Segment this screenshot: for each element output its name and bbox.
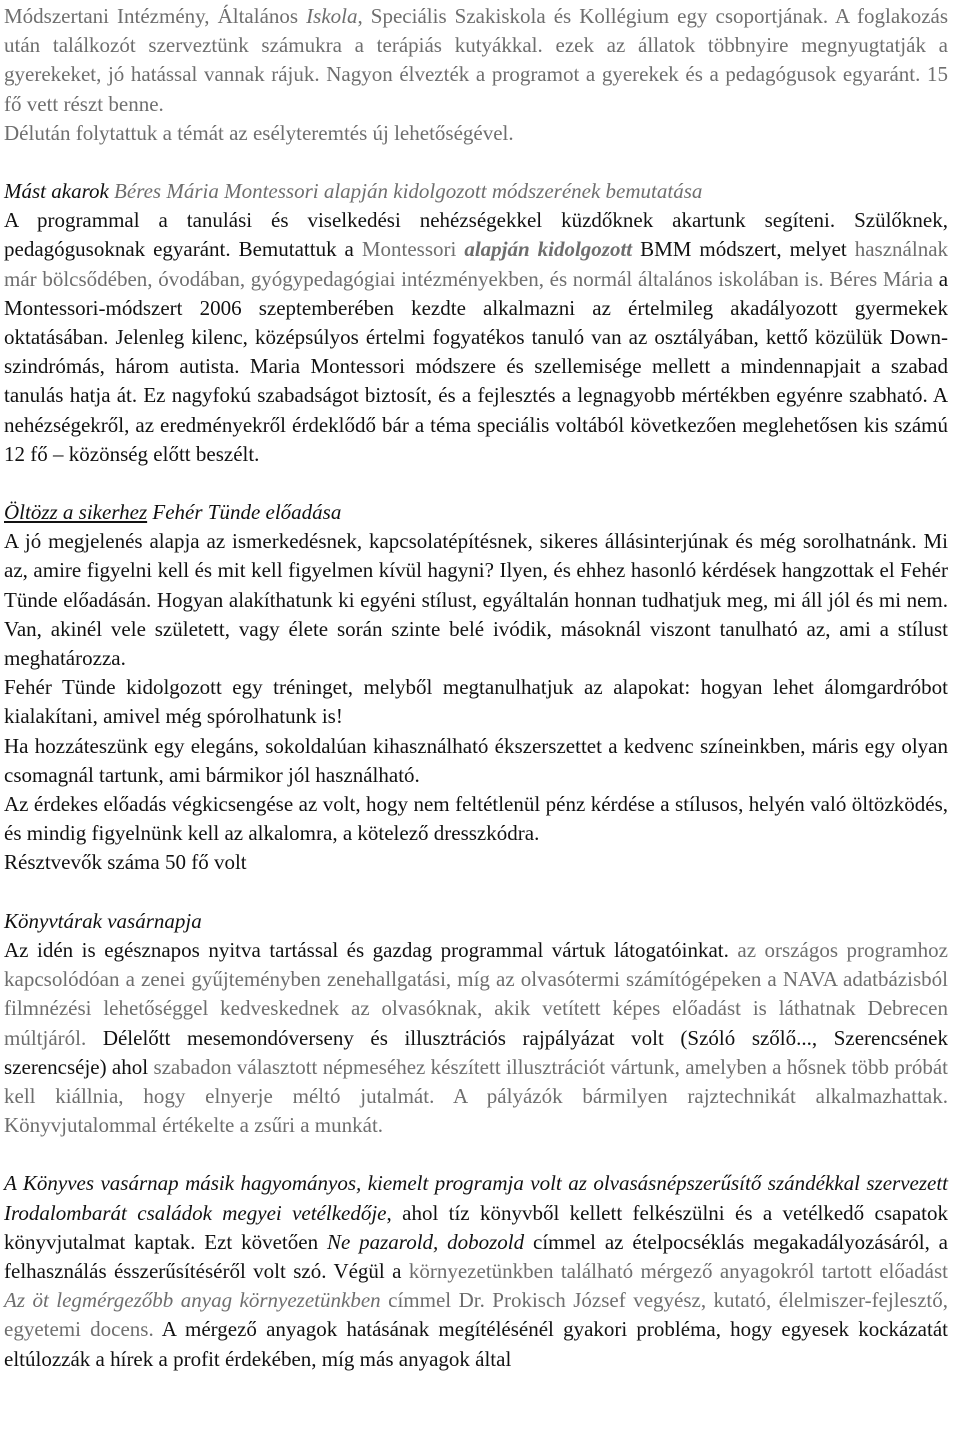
- text-run: Öltözz a sikerhez: [4, 500, 148, 525]
- text-run: Mást akarok: [4, 179, 115, 204]
- paragraph-spacer: [4, 148, 948, 177]
- paragraph-spacer: [4, 1140, 948, 1169]
- text-run: környezetünkben található mérgező anyagokról tartott előadást: [408, 1258, 949, 1283]
- text-run: Ha hozzáteszünk egy elegáns, sokoldalúan kihasználható ékszerszettet a kedvenc színeinkben, máris egy olyan csomagnál tartunk, ami bármikor jól használható.: [4, 733, 948, 787]
- text-run: , Speciális Szakiskola és Kollégium egy csoportjának. A foglakozás után találkozót szerveztünk számukra a terápiás kutyákkal. ezek az állatok többnyire megnyugtatják a gyerekeket, jó hatással vannak rájuk. Nagyon élvezték a programot a gyerekek és a pedagógusok egyaránt. 15 fő vett részt benne.: [4, 4, 949, 116]
- text-run: Ne pazarold, dobozold: [326, 1229, 525, 1254]
- text-run: A jó megjelenés alapja az ismerkedésnek, kapcsolatépítésnek, sikeres állásinterjúnak és még sorolhatnánk. Mi az, amire figyelni kell és mit kell figyelmen kívül hagyni? Ilyen, és ehhez hasonló kérdések hangzottak el Fehér Tünde előadásán. Hogyan alakíthatunk ki egyéni stílust, egyáltalán honnan tudhatjuk meg, mi áll jól és mi nem. Van, akinél vele született, vagy élete során szinte belé ivódik, másoknál viszont tanulható az, ami a stílust meghatározza.: [4, 529, 948, 671]
- paragraph-b11: [4, 907, 948, 936]
- text-run: Montessori: [361, 237, 465, 262]
- text-run: A Könyves vasárnap másik hagyományos, kiemelt programja volt az olvasásnépszerűsítő szándékkal szervezett Irodalombarát családok megyei vetélkedője: [4, 1171, 948, 1225]
- text-run: Az öt legmérgezőbb anyag környezetünkben: [4, 1288, 381, 1313]
- paragraph-b10: [4, 848, 948, 877]
- text-run: Könyvtárak vasárnapja: [4, 908, 202, 933]
- text-run: címmel Dr. Prokisch József vegyész, kutató, élelmiszer-fejlesztő, egyetemi docens.: [4, 1288, 948, 1342]
- text-run: Fehér Tünde kidolgozott egy tréninget, melyből megtanulhatjuk az alapokat: hogyan lehet álomgardróbot kialakítani, amivel még spórolhatunk is!: [4, 675, 948, 729]
- text-run: Bemutattuk a: [238, 237, 362, 262]
- text-run: BMM módszert, melyet: [632, 237, 855, 262]
- text-run: Fehér Tünde előadása: [147, 500, 342, 525]
- text-run: szabadon választott népmeséhez készített illusztrációt vártunk, amelyben a hősnek több próbát kell kiállnia, hogy elnyerje méltó jutalmát. A pályázók bármilyen rajztechnikát alkalmazhattak. Könyvjutalommal értékelte a zsűri a munkát.: [4, 1054, 949, 1138]
- text-run: a Montessori-módszert 2006 szeptemberében kezdte alkalmazni az értelmileg akadályozott gyermekek oktatásában. Jelenleg kilenc, középsúlyos értelmi fogyatékos tanuló van az osztályában, kettő közülük Down-szindrómás, három autista. Maria Montessori módszere és szellemisége mellett a mindennapjait a szabad tanulás hatja át. Ez nagyfokú szabadságot biztosít, és a fejlesztés a legnagyobb mértékben egyénre szabható. A nehézségekről, az eredményekről érdeklődő bár a téma speciális voltából következően meglehetősen kis számú 12 fő – közönség előtt beszélt.: [4, 266, 949, 466]
- text-run: Módszertani Intézmény, Általános: [4, 4, 307, 28]
- paragraph-spacer: [4, 469, 948, 498]
- paragraph-b4: [4, 206, 948, 469]
- text-run: címmel az ételpocséklás megakadályozásáról, a felhasználás ésszerűsítéséről volt szó. Végül a: [4, 1229, 948, 1283]
- text-run: az országos programhoz kapcsolódóan a zenei gyűjteményben zenehallgatási, míg az olvasótermi számítógépeken a NAVA adatbázisból filmnézési lehetőséggel kedveskednek az olvasóknak, akik vetített képes előadást is láthatnak Debrecen múltjáról.: [4, 937, 948, 1050]
- paragraph-spacer: [4, 878, 948, 907]
- paragraph-b5: [4, 498, 948, 527]
- paragraph-b9: [4, 790, 948, 848]
- text-run: Béres Mária: [829, 266, 934, 291]
- paragraph-b13: [4, 1169, 948, 1373]
- text-run: alapján kidolgozott: [464, 237, 633, 262]
- text-run: Iskola: [306, 4, 358, 28]
- paragraph-b3: [4, 177, 948, 206]
- paragraph-b2: [4, 119, 948, 148]
- paragraph-b12: [4, 936, 948, 1140]
- text-run: Délelőtt mesemondóverseny és illusztrációs rajpályázat volt (Szóló szőlő..., Szerencsének szerencséje) ahol: [4, 1025, 948, 1079]
- text-run: használnak már bölcsődében, óvodában, gyógypedagógiai intézményekben, és normál általános iskolában is.: [4, 237, 949, 291]
- text-run: Résztvevők száma 50 fő volt: [4, 850, 247, 875]
- text-run: Délután folytattuk a témát az esélyteremtés új lehetőségével.: [4, 120, 514, 145]
- text-run: Az érdekes előadás végkicsengése az volt, hogy nem feltétlenül pénz kérdése a stílusos, helyén való öltözködés, és mindig figyelnünk kell az alkalomra, a kötelező dresszkódra.: [4, 792, 948, 846]
- text-run: A mérgező anyagok hatásának megítélésénél gyakori probléma, hogy egyesek kockázatát eltúlozzák a hírek a profit érdekében, míg más anyagok által: [4, 1317, 948, 1371]
- text-run: Béres Mária Montessori alapján kidolgozott módszerének bemutatása: [114, 179, 703, 204]
- text-run: , ahol tíz könyvből kellett felkészülni és a vetélkedő csapatok könyvjutalmat kaptak. Ezt követően: [4, 1200, 948, 1254]
- paragraph-b7: [4, 673, 948, 731]
- text-run: A programmal a tanulási és viselkedési nehézségekkel küzdőknek akartunk segíteni. Szülőknek, pedagógusoknak egyaránt.: [4, 208, 948, 262]
- paragraph-b6: [4, 527, 948, 673]
- text-run: Az idén is egésznapos nyitva tartással és gazdag programmal vártuk látogatóinkat.: [4, 937, 738, 962]
- paragraph-b1: [4, 2, 948, 119]
- paragraph-b8: [4, 732, 948, 790]
